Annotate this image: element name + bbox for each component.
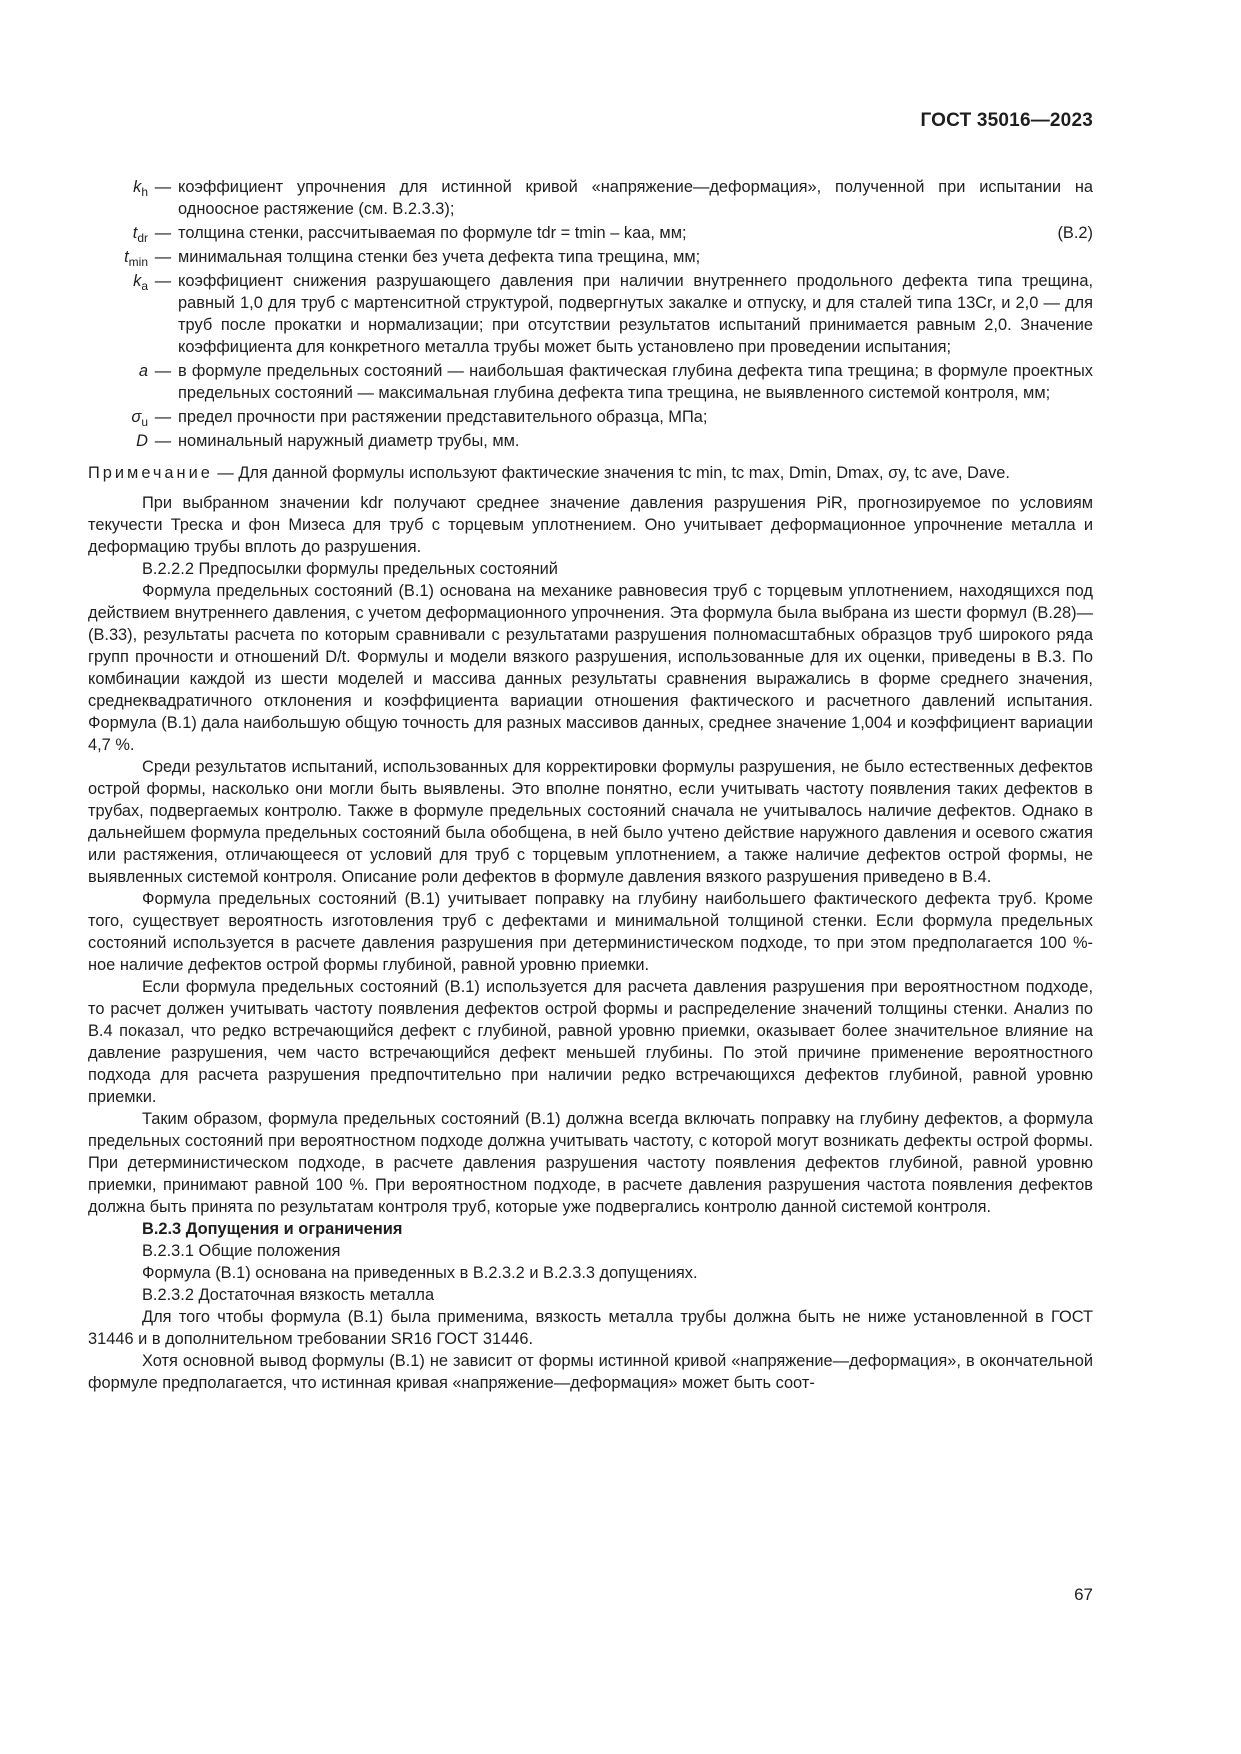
body-paragraph: Среди результатов испытаний, использованных для корректировки формулы разрушения, не было естественных дефектов острой формы, насколько они могли быть выявлены. Это вполне понятно, если учитывать частоту появления таких дефектов в трубах, подвергаемых контролю. Также в формуле предельных состояний сначала не учитывалось наличие дефектов. Однако в дальнейшем формула предельных состояний была обобщена, в ней было учтено действие наружного давления и осевого сжатия или растяжения, отличающееся от условий для труб с торцевым уплотнением, а также наличие дефектов острой формы, не выявленных системой контроля. Описание роли дефектов в формуле давления вязкого разрушения приведено в В.4.: [88, 758, 1093, 886]
symbol-definition: [88, 246, 1093, 268]
symbol-definition: [88, 222, 1093, 244]
definition-symbol: $t_{min}$: [124, 248, 148, 269]
definition-text: коэффициент снижения разрушающего давления при наличии внутреннего продольного дефекта типа трещина, равный 1,0 для труб с мартенситной структурой, подвергнутых закалке и отпуску, и для сталей типа 13Cr, и 2,0 — для труб после прокатки и нормализации; при отсутствии результатов испытаний принимается равным 2,0. Значение коэффициента для конкретного металла трубы может быть установлено при проведении испытания;: [178, 272, 1093, 356]
section-heading: В.2.3.1 Общие положения: [142, 1242, 341, 1260]
page-number: 67: [1074, 1585, 1093, 1604]
definition-symbol: $k_h$: [133, 178, 148, 199]
document-code: ГОСТ 35016—2023: [920, 110, 1093, 131]
equation-number: (В.2): [1057, 224, 1093, 242]
definition-symbol: a: [138, 362, 148, 380]
definition-dash: —: [154, 272, 172, 290]
section-heading: В.2.2.2 Предпосылки формулы предельных состояний: [142, 560, 558, 578]
body-paragraph: Хотя основной вывод формулы (В.1) не зависит от формы истинной кривой «напряжение—деформация», в окончательной формуле предполагается, что истинная кривая «напряжение—деформация» может быть соот-: [88, 1352, 1093, 1392]
symbol-definitions-list: [88, 176, 1093, 452]
note-label: Примечание: [88, 464, 213, 482]
definition-dash: —: [154, 178, 172, 196]
definition-text: в формуле предельных состояний — наибольшая фактическая глубина дефекта типа трещина; в формуле проектных предельных состояний — максимальная глубина дефекта типа трещина, не выявленного системой контроля, мм;: [178, 362, 1093, 402]
definition-symbol: $\sigma_u$: [131, 408, 148, 429]
symbol-definition: [88, 406, 1093, 428]
body-paragraph: Формула предельных состояний (В.1) основана на механике равновесия труб с торцевым уплотнением, находящихся под действием внутреннего давления, с учетом деформационного упрочнения. Эта формула была выбрана из шести формул (В.28)—(В.33), результаты расчета по которым сравнивали с результатами разрушения полномасштабных образцов труб широкого ряда групп прочности и отношений D/t. Формулы и модели вязкого разрушения, использованные для их оценки, приведены в В.3. По комбинации каждой из шести моделей и массива данных результаты сравнения выражались в форме среднего значения, среднеквадратичного отклонения и коэффициента вариации отношения фактического и расчетного давлений испытания. Формула (В.1) дала наибольшую общую точность для разных массивов данных, среднее значение 1,004 и коэффициент вариации 4,7 %.: [88, 582, 1093, 754]
symbol-definition: [88, 270, 1093, 358]
definition-dash: —: [154, 432, 172, 450]
document-body: [88, 176, 1093, 1394]
definition-text: коэффициент упрочнения для истинной кривой «напряжение—деформация», полученной при испытании на одноосное растяжение (см. В.2.3.3);: [178, 178, 1093, 218]
symbol-definition: [88, 176, 1093, 220]
body-paragraph: Формула предельных состояний (В.1) учитывает поправку на глубину наибольшего фактического дефекта труб. Кроме того, существует вероятность изготовления труб с дефектами и минимальной толщиной стенки. Если формула предельных состояний используется в расчете давления разрушения при детерминистическом подходе, то при этом предполагается 100 %-ное наличие дефектов острой формы глубиной, равной уровню приемки.: [88, 890, 1093, 974]
note-text: — Для данной формулы используют фактические значения tc min, tc max, Dmin, Dmax, σy, tc ave, Dave.: [212, 464, 1010, 482]
definition-dash: —: [154, 224, 172, 242]
body-paragraph: При выбранном значении kdr получают среднее значение давления разрушения PiR, прогнозируемое по условиям текучести Треска и фон Мизеса для труб с торцевым уплотнением. Оно учитывает деформационное упрочнение металла и деформацию трубы вплоть до разрушения.: [88, 494, 1093, 556]
definition-text: номинальный наружный диаметр трубы, мм.: [178, 432, 520, 450]
definition-symbol: $k_a$: [133, 272, 148, 293]
definition-text: предел прочности при растяжении представительного образца, МПа;: [178, 408, 708, 426]
section-heading: В.2.3.2 Достаточная вязкость металла: [142, 1286, 435, 1304]
section-heading: В.2.3 Допущения и ограничения: [142, 1220, 403, 1238]
definition-dash: —: [154, 248, 172, 266]
body-paragraph: Таким образом, формула предельных состояний (В.1) должна всегда включать поправку на глубину дефектов, а формула предельных состояний при вероятностном подходе должна учитывать частоту, с которой могут возникать дефекты острой формы. При детерминистическом подходе, в расчете давления разрушения частоту появления дефектов глубиной, равной уровню приемки, принимают равной 100 %. При вероятностном подходе, в расчете давления разрушения частота появления дефектов должна быть принята по результатам контроля труб, которые уже подвергались контролю данной системой контроля.: [88, 1110, 1093, 1216]
definition-text: (В.2) толщина стенки, рассчитываемая по формуле tdr = tmin – kaa, мм;: [178, 224, 1093, 242]
body-paragraph: Если формула предельных состояний (В.1) используется для расчета давления разрушения при вероятностном подходе, то расчет должен учитывать частоту появления дефектов острой формы и распределение значений толщины стенки. Анализ по В.4 показал, что редко встречающийся дефект с глубиной, равной уровню приемки, оказывает более значительное влияние на давление разрушения, чем часто встречающийся дефект меньшей глубины. По этой причине применение вероятностного подхода для расчета разрушения предпочтительно при наличии редко встречающихся дефектов глубиной, равной уровню приемки.: [88, 978, 1093, 1106]
symbol-definition: [88, 360, 1093, 404]
definition-symbol: $t_{dr}$: [132, 224, 148, 245]
definition-dash: —: [154, 408, 172, 426]
definition-dash: —: [154, 362, 172, 380]
body-paragraphs: [88, 492, 1093, 1394]
body-paragraph: Для того чтобы формула (В.1) была применима, вязкость металла трубы должна быть не ниже установленной в ГОСТ 31446 и в дополнительном требовании SR16 ГОСТ 31446.: [88, 1308, 1093, 1348]
note-paragraph: [88, 462, 1093, 484]
section-heading: Формула (В.1) основана на приведенных в В.2.3.2 и В.2.3.3 допущениях.: [142, 1264, 698, 1282]
symbol-definition: [88, 430, 1093, 452]
definition-symbol: D: [136, 432, 148, 450]
definition-text: минимальная толщина стенки без учета дефекта типа трещина, мм;: [178, 248, 701, 266]
inline-formula: tdr = tmin – kaa, мм;: [536, 224, 687, 242]
